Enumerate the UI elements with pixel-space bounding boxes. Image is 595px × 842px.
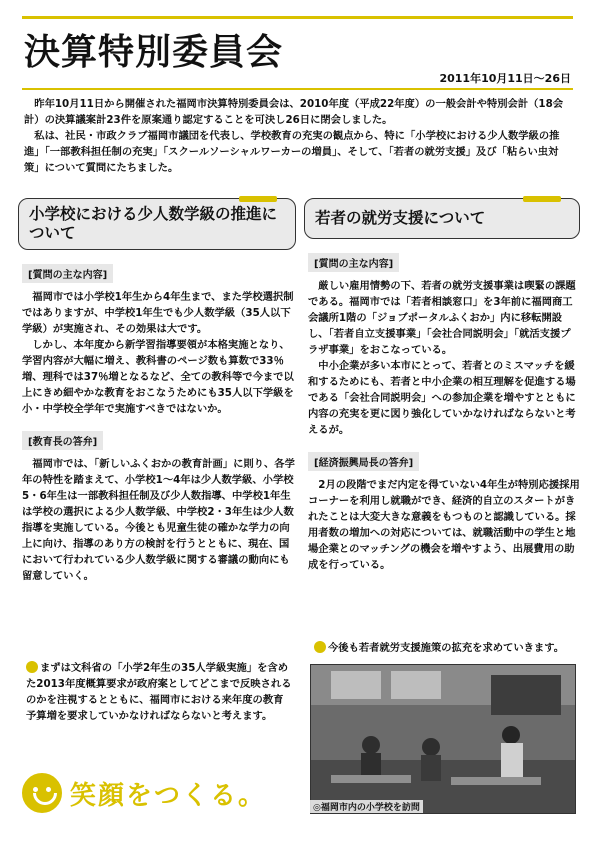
right-answer-paragraph: 2月の段階でまだ内定を得ていない4年生が特別応援採用コーナーを利用し就職ができ、経済的自立のスタートがきれたことは大変大きな意義をもつものと認識している。採用者数の増加への対応については、就職活動中の学生と地場企業とのマッチングの機会を増やすよう、出展費用の助成を行っている。: [308, 479, 580, 571]
page-title: 決算特別委員会: [24, 32, 284, 73]
heading-accent-tab: [239, 196, 277, 202]
left-answer-paragraph: 福岡市では、「新しいふくおかの教育計画」に則り、各学年の特性を踏まえて、小学校1～4年は少人数学級、小学校5・6年生は一部教科担任制及び少人数指導、中学校1年生は学校の選択による少人数学級、中学校2・3年生は少人数指導を実施している。今後とも児童生徒の確かな学力の向上に向け、指導のあり方の検討を行うとともに、現在、国において行われている少人数学級に関する審議の動向にも留意していく。: [22, 458, 295, 582]
right-question-label: [質問の主な内容]: [308, 253, 399, 272]
photo-caption: ◎福岡市内の小学校を訪問: [310, 800, 423, 813]
heading-accent-tab: [523, 196, 561, 202]
intro-section: [24, 96, 572, 176]
intro-paragraph-2: 私は、社民・市政クラブ福岡市議団を代表し、学校教育の充実の観点から、特に「小学校における少人数学級の推進」「一部教科担任制の充実」「スクールソーシャルワーカーの増員」、そして、「若者の就労支援」及び「粘らい虫対策」について質問にたちました。: [24, 130, 560, 174]
right-conclusion: [310, 640, 580, 656]
left-conclusion-text: まずは文科省の「小学2年生の35人学級実施」を含めた2013年度概算要求が政府案としてどこまで反映されるのかを注視するとともに、福岡市における来年度の教育予算増を要求していかなければならないと考えます。: [26, 662, 292, 722]
classroom-photo-illustration: [311, 665, 575, 813]
left-conclusion: [22, 660, 292, 724]
title-underline: [22, 88, 573, 90]
smile-icon: [314, 641, 326, 653]
slogan-text: 笑顔をつくる。: [70, 780, 267, 811]
left-section-heading: [18, 198, 296, 250]
left-heading-text: 小学校における少人数学級の推進について: [29, 205, 278, 242]
smiley-face-icon: [22, 773, 62, 813]
right-question-paragraph-2: 中小企業が多い本市にとって、若者とのミスマッチを緩和するためにも、若者と中小企業の相互理解を促進する場である「会社合同説明会」への参加企業を増やすとともに内容の充実を更に図り強化していかなければならないと考えるが。: [308, 360, 576, 436]
right-column: [304, 198, 580, 573]
left-question-paragraph-2: しかし、本年度から新学習指導要領が本格実施となり、学習内容が大幅に増え、教科書のページ数も算数で33％増、理科では37％増となるなど、全ての教科等で今まで以上にきめ細やかな教育をおこなうためにも35人以下学級を小・中学校全学年で実施すべきではないか。: [22, 339, 294, 415]
left-question-label: [質問の主な内容]: [22, 264, 113, 283]
right-heading-text: 若者の就労支援について: [315, 209, 486, 227]
classroom-photo: [310, 664, 576, 814]
left-question-paragraph-1: 福岡市では小学校1年生から4年生まで、また学校選択制ではありますが、中学校1年生でも少人数学級（35人以下学級）が実施され、その効果は大です。: [22, 291, 294, 335]
top-rule: [22, 16, 573, 19]
smile-icon: [26, 661, 38, 673]
right-section-heading: [304, 198, 580, 239]
right-question-paragraph-1: 厳しい雇用情勢の下、若者の就労支援事業は喫緊の課題である。福岡市では「若者相談窓口」を3年前に福岡商工会議所1階の「ジョブポータルふくおか」内に移転開設し、「若者自立支援事業」「会社合同説明会」「就活支援プラザ事業」をおこなっている。: [308, 280, 576, 356]
left-column: [18, 198, 296, 584]
right-answer-label: [経済振興局長の答弁]: [308, 452, 419, 471]
session-period: 2011年10月11日～26日: [439, 72, 571, 85]
left-answer-label: [教育長の答弁]: [22, 431, 103, 450]
right-conclusion-text: 今後も若者就労支援施策の拡充を求めていきます。: [328, 642, 565, 654]
slogan-logo: [22, 773, 266, 813]
intro-paragraph-1: 昨年10月11日から開催された福岡市決算特別委員会は、2010年度（平成22年度）の一般会計や特別会計（18会計）の決算議案計23件を原案通り認定することを可決し26日に閉会しました。: [24, 98, 564, 126]
